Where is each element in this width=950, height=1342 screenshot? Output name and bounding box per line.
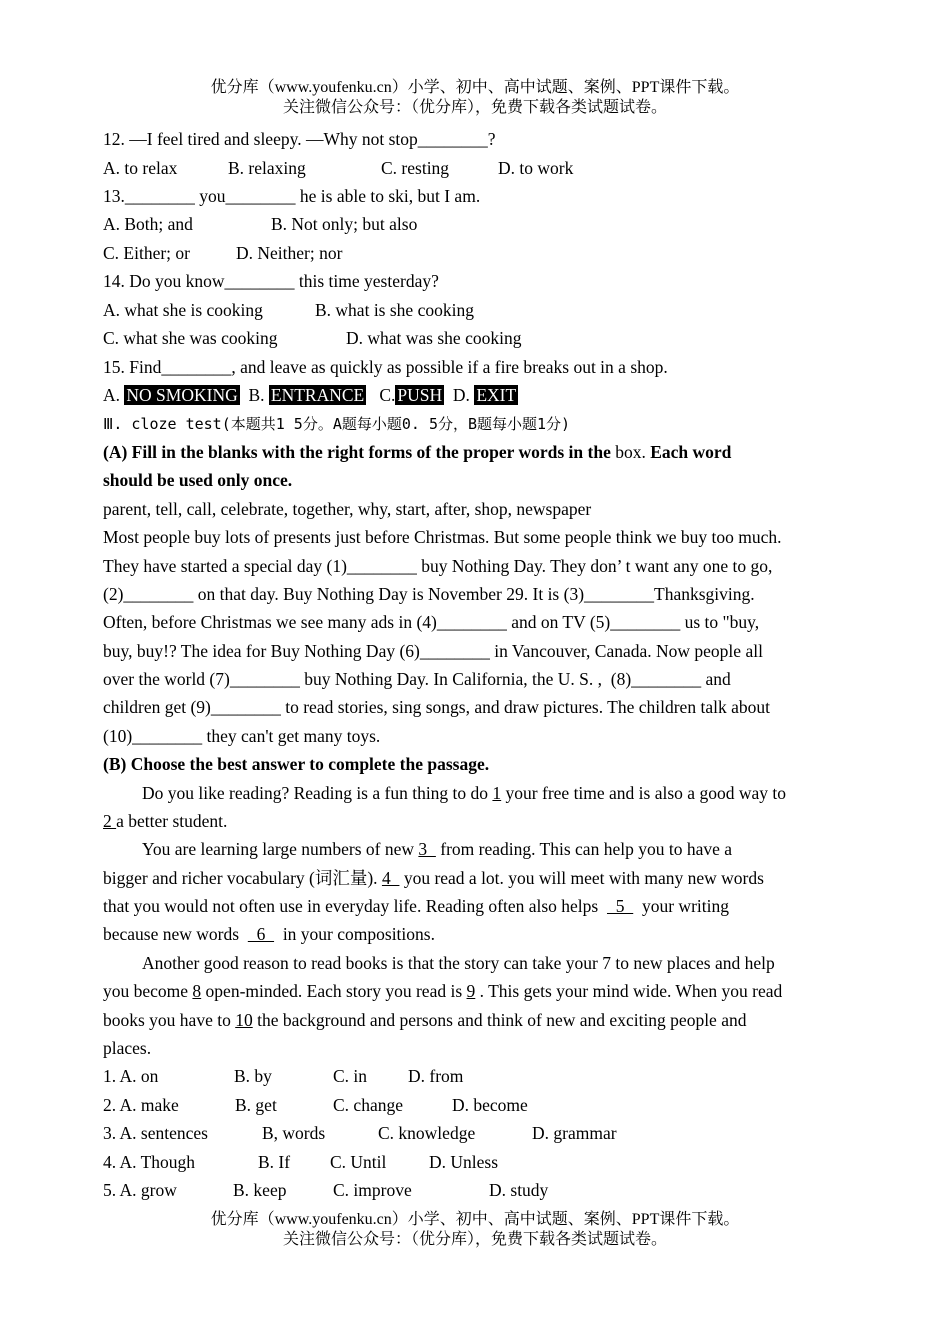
q12-option-c: C. resting: [381, 158, 450, 178]
q13-option-d: D. Neither; nor: [236, 243, 343, 263]
passage-b-line: places.: [103, 1038, 152, 1058]
q12-option-b: B. relaxing: [228, 158, 306, 178]
option-5-b: B. keep: [233, 1180, 287, 1200]
passage-a-line: over the world (7)________ buy Nothing Day. In California, the U. S. , (8)________ and: [103, 669, 731, 689]
option-2-d: D. become: [452, 1095, 528, 1115]
passage-a-line: children get (9)________ to read stories, sing songs, and draw pictures. The children talk about: [103, 697, 770, 717]
option-2-c: C. change: [333, 1095, 403, 1115]
blank-6: 6: [247, 924, 275, 944]
option-2-a: 2. A. make: [103, 1095, 179, 1115]
q12-option-a: A. to relax: [103, 158, 178, 178]
blank-10: 10: [235, 1010, 253, 1030]
blank-9: 9: [466, 981, 476, 1001]
blank-1: 1: [492, 783, 502, 803]
passage-b-line: that you would not often use in everyday life. Reading often also helps 5 your writing: [103, 896, 729, 916]
question-14-stem: 14. Do you know________ this time yesterday?: [103, 271, 439, 291]
blank-3: 3: [418, 839, 436, 859]
part-a-heading-cont: should be used only once.: [103, 470, 293, 490]
passage-b-line: 2 a better student.: [103, 811, 228, 831]
blank-5: 5: [606, 896, 634, 916]
passage-b-line: books you have to 10 the background and persons and think of new and exciting people and: [103, 1010, 747, 1030]
footer-line-2: 关注微信公众号：（优分库），免费下载各类试题试卷。: [282, 1231, 667, 1248]
passage-a-line: (2)________ on that day. Buy Nothing Day is November 29. It is (3)________Thanksgiving.: [103, 584, 755, 604]
no-smoking-sign: NO SMOKING: [126, 385, 238, 405]
q14-option-c: C. what she was cooking: [103, 328, 278, 348]
blank-4: 4: [381, 868, 400, 888]
passage-a-line: buy, buy!? The idea for Buy Nothing Day (6)________ in Vancouver, Canada. Now people all: [103, 641, 763, 661]
passage-a-line: They have started a special day (1)________ buy Nothing Day. They don’ t want any one to go,: [103, 556, 773, 576]
passage-b-line: bigger and richer vocabulary (词汇量). 4 you read a lot. you will meet with many new words: [103, 868, 764, 888]
passage-b-line: because new words 6 in your compositions.: [103, 924, 435, 944]
option-3-a: 3. A. sentences: [103, 1123, 208, 1143]
blank-8: 8: [192, 981, 202, 1001]
option-1-c: C. in: [333, 1066, 368, 1086]
passage-b-line: Do you like reading? Reading is a fun thing to do 1 your free time and is also a good way to: [142, 783, 786, 803]
push-sign: PUSH: [397, 385, 443, 405]
passage-a-line: (10)________ they can't get many toys.: [103, 726, 381, 746]
q15-option-c-label: C.: [379, 385, 396, 405]
option-5-c: C. improve: [333, 1180, 412, 1200]
passage-a-line: Often, before Christmas we see many ads in (4)________ and on TV (5)________ us to "buy,: [103, 612, 760, 632]
q15-option-b-label: B.: [248, 385, 265, 405]
word-box: parent, tell, call, celebrate, together, why, start, after, shop, newspaper: [103, 499, 592, 519]
entrance-sign: ENTRANCE: [270, 385, 365, 405]
option-2-b: B. get: [235, 1095, 277, 1115]
option-1-d: D. from: [408, 1066, 464, 1086]
header-line-1: 优分库（www.youfenku.cn）小学、初中、高中试题、案例、PPT课件下载。: [210, 79, 740, 96]
option-1-a: 1. A. on: [103, 1066, 159, 1086]
option-3-d: D. grammar: [532, 1123, 617, 1143]
section-3-title: Ⅲ. cloze test(本题共1 5分。A题每小题0. 5分，B题每小题1分): [103, 415, 571, 433]
question-15-stem: 15. Find________, and leave as quickly as possible if a fire breaks out in a shop.: [103, 357, 668, 377]
option-4-b: B. If: [258, 1152, 291, 1172]
header-line-2: 关注微信公众号：（优分库），免费下载各类试题试卷。: [282, 99, 667, 116]
passage-b-line: you become 8 open-minded. Each story you read is 9 . This gets your mind wide. When you read: [103, 981, 783, 1001]
q13-option-a: A. Both; and: [103, 214, 193, 234]
option-3-c: C. knowledge: [378, 1123, 476, 1143]
q15-option-d-label: D.: [452, 385, 470, 405]
part-b-heading: (B) Choose the best answer to complete the passage.: [103, 754, 490, 774]
passage-a-line: Most people buy lots of presents just before Christmas. But some people think we buy too much.: [103, 527, 782, 547]
q15-options: [103, 383, 518, 407]
q13-option-b: B. Not only; but also: [271, 214, 418, 234]
question-12-stem: 12. —I feel tired and sleepy. —Why not stop________?: [103, 129, 496, 149]
exit-sign: EXIT: [476, 385, 517, 405]
option-5-a: 5. A. grow: [103, 1180, 177, 1200]
blank-2: 2: [103, 811, 117, 831]
option-4-a: 4. A. Though: [103, 1152, 196, 1172]
option-4-d: D. Unless: [429, 1152, 499, 1172]
part-a-heading: (A) Fill in the blanks with the right forms of the proper words in the box. Each word: [103, 442, 732, 462]
footer-line-1: 优分库（www.youfenku.cn）小学、初中、高中试题、案例、PPT课件下载。: [210, 1211, 740, 1228]
passage-b-line: Another good reason to read books is that the story can take your 7 to new places and help: [142, 953, 775, 973]
passage-b-line: You are learning large numbers of new 3 from reading. This can help you to have a: [142, 839, 732, 859]
q13-option-c: C. Either; or: [103, 243, 190, 263]
option-4-c: C. Until: [330, 1152, 387, 1172]
q14-option-d: D. what was she cooking: [346, 328, 522, 348]
question-13-stem: 13.________ you________ he is able to ski, but I am.: [103, 186, 481, 206]
option-5-d: D. study: [489, 1180, 549, 1200]
q12-option-d: D. to work: [498, 158, 574, 178]
q14-option-a: A. what she is cooking: [103, 300, 263, 320]
option-3-b: B, words: [262, 1123, 326, 1143]
q15-option-a-label: A.: [103, 385, 121, 405]
option-1-b: B. by: [234, 1066, 272, 1086]
q14-option-b: B. what is she cooking: [315, 300, 474, 320]
